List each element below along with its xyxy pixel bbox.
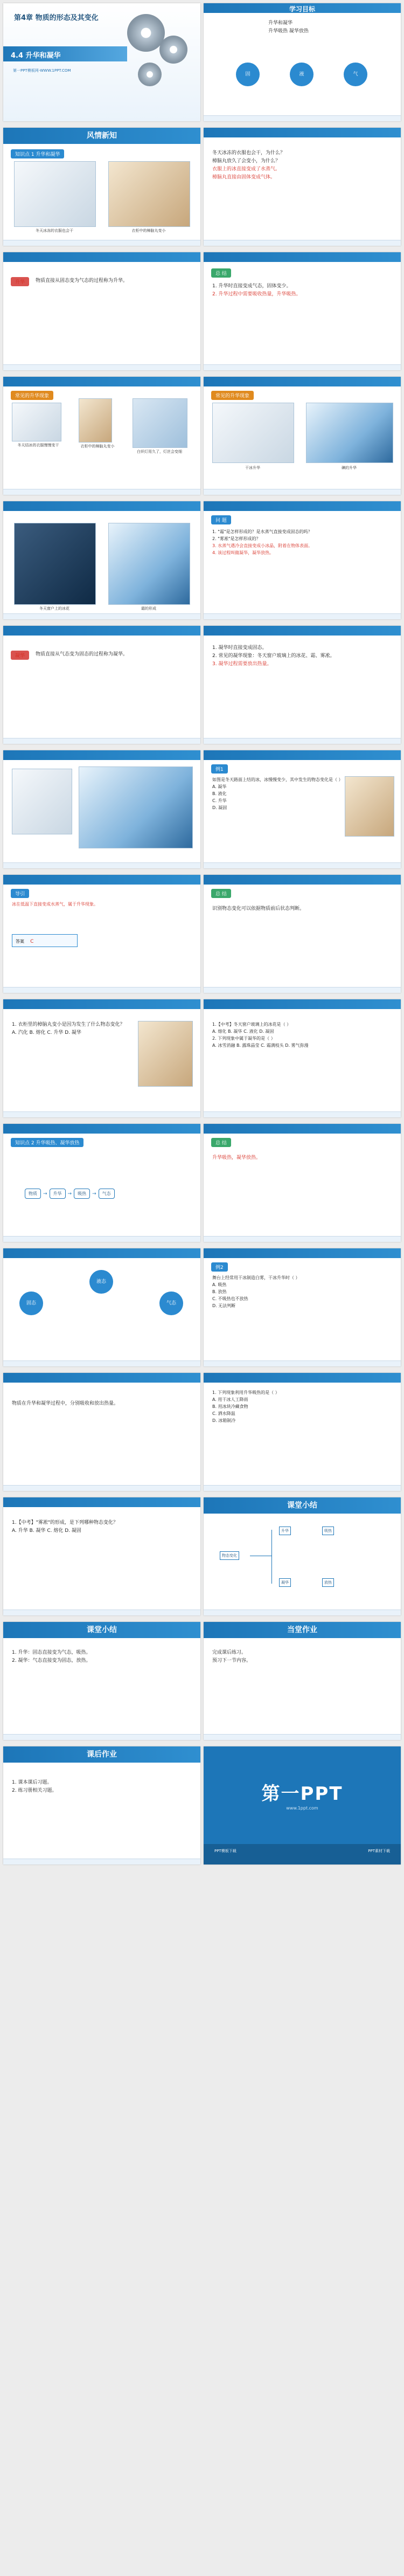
frozen-clothes-image	[14, 161, 96, 227]
image-caption: 衣柜中的樟脑丸变小	[80, 444, 115, 448]
rime-image	[79, 766, 193, 848]
slide-topbar	[3, 1497, 200, 1507]
question-line: 冬天冰冻的衣服也会干，为什么？	[212, 150, 285, 156]
slide-flow-2	[3, 1248, 200, 1366]
iodine-image	[306, 403, 393, 463]
knowledge-tag: 知识点 1 升华和凝华	[11, 149, 64, 158]
section-title: 课堂小结	[3, 1622, 200, 1638]
question-tag: 问 题	[211, 515, 231, 524]
slide-topbar	[204, 750, 401, 760]
cycle-node: 液	[290, 63, 314, 86]
summary-text: 升华吸热，凝华放热。	[212, 1155, 261, 1161]
example-tag: 例1	[211, 764, 228, 774]
cycle-node: 气	[344, 63, 367, 86]
image-caption: 冬天结冰的衣服慢慢变干	[17, 443, 59, 447]
answer-line: 衣服上的冰直接变成了水蒸气。	[212, 167, 281, 172]
example-option: C. 升华	[212, 798, 227, 803]
site-label: 第一PPT模板网-WWW.1PPT.COM	[13, 68, 71, 73]
gear-icon	[138, 63, 162, 86]
slide-bottombar	[3, 364, 200, 370]
exercise-line: 1.【中考】冬天窗户玻璃上的冰花是（ ）	[212, 1022, 291, 1027]
slide-exercise-4	[3, 1497, 200, 1615]
slide-definition-1	[3, 252, 200, 370]
slide-bottombar	[3, 1111, 200, 1117]
gear-icon	[159, 36, 187, 64]
image-caption: 霜的形成	[141, 606, 156, 611]
answer-box	[12, 934, 78, 947]
practice-line: 2. 凝华：气态直接变为固态，放热。	[12, 1658, 91, 1663]
exercise-line: 1. 衣柜里的樟脑丸变小是因为发生了什么物态变化？	[12, 1022, 125, 1027]
clothes-image	[12, 403, 61, 441]
slide-questions-2	[204, 501, 401, 619]
slide-exercise-3	[204, 1373, 401, 1491]
slide-frost-images	[3, 750, 200, 868]
bulb-image	[133, 398, 187, 448]
slide-bottombar	[204, 240, 401, 246]
slide-summary-1	[204, 252, 401, 370]
slide-summary-4	[204, 1124, 401, 1242]
slide-bottombar	[204, 115, 401, 121]
tree-center: 物态变化	[220, 1551, 239, 1560]
slide-topbar	[3, 750, 200, 760]
example-image	[345, 776, 394, 837]
arrow-right-icon: →	[92, 1191, 96, 1197]
answer-line: 樟脑丸直接由固体变成气体。	[212, 175, 276, 180]
question-line: 樟脑丸放久了会变小，为什么？	[212, 158, 281, 164]
summary-line: 1. 升华时直接变成气态，固体变少。	[212, 284, 291, 289]
slide-bottombar	[3, 1859, 200, 1864]
slide-bottombar	[204, 1485, 401, 1491]
slide-summary-5	[3, 1373, 200, 1491]
slide-lesson-summary	[204, 1497, 401, 1615]
exercise-body	[212, 1389, 392, 1424]
slide-topbar	[3, 999, 200, 1009]
image-caption: 冬天冰冻的衣服也会干	[36, 229, 73, 233]
question-line: 1. "霜"是怎样形成的？是水蒸气直接变成固态的吗？	[212, 529, 312, 534]
slide-topbar	[204, 875, 401, 885]
summary-tag: 总 结	[211, 889, 231, 898]
slide-questions-1	[204, 128, 401, 246]
slide-topbar	[3, 377, 200, 386]
slide-topbar	[204, 1124, 401, 1134]
frost-image	[108, 523, 190, 605]
end-body	[12, 1779, 192, 1795]
example-option: C. 不吸热也不放热	[212, 1296, 248, 1301]
exercise-line: A. 熔化 B. 凝华 C. 液化 D. 凝固	[212, 1029, 274, 1034]
slide-bottombar	[204, 738, 401, 744]
summary-line: 1. 凝华时直接变成固态。	[212, 645, 267, 651]
section-title: 当堂作业	[204, 1622, 401, 1638]
image-caption: 衣柜中的樟脑丸变小	[131, 229, 166, 233]
slide-bottombar	[3, 1236, 200, 1242]
exercise-line: A. 汽化 B. 熔化 C. 升华 D. 凝华	[12, 1030, 81, 1035]
slide-bottombar	[3, 1610, 200, 1615]
exercise-body	[12, 1021, 136, 1037]
window-frost-image	[14, 523, 96, 605]
slide-bottombar	[204, 862, 401, 868]
slide-bottombar	[204, 987, 401, 993]
slide-bottombar	[204, 1610, 401, 1615]
exercise-image	[138, 1021, 193, 1087]
example-option: B. 液化	[212, 791, 227, 796]
definition-text: 物质直接从气态变为固态的过程称为凝华。	[36, 652, 128, 657]
slide-topbar	[3, 501, 200, 511]
exercise-body	[12, 1519, 192, 1535]
slide-bottombar	[3, 1734, 200, 1740]
camphor-image	[79, 398, 112, 443]
objectives-title: 学习目标	[289, 5, 315, 13]
slide-bottombar	[204, 489, 401, 495]
slide-topbar	[204, 377, 401, 386]
slide-exercise-2	[204, 999, 401, 1117]
slide-homework	[204, 1622, 401, 1740]
image-caption: 干冰升华	[245, 466, 260, 470]
slide-ad	[204, 1746, 401, 1864]
flow-node: 吸热	[74, 1189, 90, 1199]
exercise-line: 2. 下列现象中属于凝华的是（ ）	[212, 1036, 275, 1041]
slide-topbar	[3, 1373, 200, 1383]
summary-body	[212, 644, 392, 668]
gear-icon	[127, 14, 165, 52]
exercise-line: A. 冰雪消融 B. 露珠晶莹 C. 霜满枝头 D. 雾气弥漫	[212, 1043, 309, 1048]
definition-tag: 凝华	[11, 651, 29, 660]
answer-label: 答案	[16, 939, 24, 944]
slide-bottombar	[204, 1236, 401, 1242]
solution-text: 冰在低温下直接变成水蒸气，属于升华现象。	[12, 902, 98, 907]
example-tag: 例2	[211, 1262, 228, 1272]
cycle-node: 固	[236, 63, 260, 86]
slide-bottombar	[204, 1360, 401, 1366]
objectives-list	[268, 19, 392, 36]
slide-summary-3	[204, 875, 401, 993]
exercise-line: 1. 下列现象利用升华吸热的是（ ）	[212, 1390, 280, 1395]
phenomena-tag: 常见的升华现象	[211, 391, 254, 400]
slide-phenomena-1	[3, 377, 200, 495]
slide-topbar	[204, 1373, 401, 1383]
answer-line: 4. 该过程叫做凝华，凝华放热。	[212, 550, 274, 555]
tree-connector	[271, 1530, 272, 1584]
example-option: D. 无法判断	[212, 1303, 236, 1308]
example-body	[212, 1274, 392, 1309]
slide-topbar	[204, 252, 401, 262]
slide-end	[3, 1746, 200, 1864]
slide-frost	[3, 501, 200, 619]
brand-logo: 第一PPT	[261, 1783, 343, 1805]
homework-line: 预习下一节内容。	[212, 1658, 252, 1663]
definition-text: 物质直接从固态变为气态的过程称为升华。	[36, 278, 128, 284]
state-node: 气态	[159, 1292, 183, 1315]
objective-item: 升华吸热 凝华放热	[268, 29, 309, 34]
answer-value: C	[30, 939, 34, 944]
summary-line: 2. 升华过程中需要吸收热量，升华吸热。	[212, 292, 301, 297]
summary-line: 2. 常见的凝华现象：冬天窗户玻璃上的冰花、霜、雾凇。	[212, 653, 335, 659]
questions-body	[212, 528, 392, 556]
practice-body	[12, 1649, 192, 1665]
image-caption: 碘的升华	[342, 466, 357, 470]
slide-bottombar	[3, 1485, 200, 1491]
slide-objectives	[204, 3, 401, 121]
slide-practice	[3, 1622, 200, 1740]
slide-solution-1	[3, 875, 200, 993]
section-title: 课后作业	[3, 1746, 200, 1763]
slide-phenomena-2	[204, 377, 401, 495]
slide-example-2	[204, 1248, 401, 1366]
flow-node: 物质	[25, 1189, 41, 1199]
example-question: 舞台上经常用干冰制造白雾，干冰升华时（ ）	[212, 1275, 300, 1280]
tree-branch: 吸热	[322, 1527, 334, 1535]
ad-link[interactable]: PPT素材下载	[368, 1849, 390, 1853]
guide-tag: 导引	[11, 889, 29, 898]
tree-branch: 升华	[279, 1527, 291, 1535]
summary-text: 物质在升华和凝华过程中，分别吸收和放出热量。	[12, 1401, 119, 1406]
slide-cover	[3, 3, 200, 121]
slide-bottombar	[204, 1734, 401, 1740]
slide-topbar	[204, 1248, 401, 1258]
summary-tag: 总 结	[211, 1138, 231, 1147]
homework-body	[212, 1649, 392, 1665]
exercise-line: C. 洒水降温	[212, 1411, 235, 1416]
example-option: D. 凝固	[212, 805, 227, 810]
arrow-right-icon: →	[67, 1191, 72, 1197]
slide-bottombar	[204, 613, 401, 619]
flow-diagram	[25, 1189, 115, 1199]
slide-topbar	[3, 1124, 200, 1134]
camphor-ball-image	[108, 161, 190, 227]
flow-node: 升华	[50, 1189, 66, 1199]
slide-topbar	[204, 128, 401, 137]
phenomena-tag: 常见的升华现象	[11, 391, 53, 400]
end-line: 2. 练习册相关习题。	[12, 1788, 57, 1793]
slide-bottombar	[204, 364, 401, 370]
slide-bottombar	[3, 240, 200, 246]
exercise-body	[212, 1021, 392, 1049]
frost-branch-image	[12, 769, 72, 834]
example-option: A. 吸热	[212, 1282, 227, 1287]
slide-topbar	[204, 999, 401, 1009]
example-body	[212, 776, 342, 811]
brand-url: www.1ppt.com	[286, 1806, 318, 1811]
questions-body	[212, 149, 392, 182]
ad-bar	[204, 1844, 401, 1864]
slide-topbar	[3, 875, 200, 885]
slide-topbar	[3, 1248, 200, 1258]
exercise-line: D. 冰箱制冷	[212, 1418, 236, 1423]
practice-line: 1. 升华：固态直接变为气态，吸热。	[12, 1650, 91, 1655]
slide-bottombar	[3, 738, 200, 744]
objective-item: 升华和凝华	[268, 20, 293, 26]
summary-tag: 总 结	[211, 268, 231, 278]
exercise-line: A. 升华 B. 凝华 C. 熔化 D. 凝固	[12, 1528, 81, 1534]
section-title: 课堂小结	[204, 1497, 401, 1514]
tree-branch: 放热	[322, 1578, 334, 1587]
flow-node: 气态	[99, 1189, 115, 1199]
slide-topbar	[204, 501, 401, 511]
slide-bottombar	[3, 987, 200, 993]
slide-topbar	[204, 626, 401, 636]
example-question: 如图是冬天路面上结的冰，冰慢慢变少，其中发生的物态变化是（ ）	[212, 777, 343, 782]
slide-topbar	[3, 252, 200, 262]
example-option: B. 放热	[212, 1289, 227, 1294]
end-line: 1. 课本课后习题。	[12, 1780, 52, 1785]
summary-text: 识别物态变化可以依据物质前后状态判断。	[212, 906, 305, 911]
slide-exercise-1	[3, 999, 200, 1117]
homework-line: 完成课后练习。	[212, 1650, 247, 1655]
state-node: 液态	[89, 1270, 113, 1294]
slide-example-1	[204, 750, 401, 868]
dry-ice-image	[212, 403, 294, 463]
slide-bottombar	[3, 1360, 200, 1366]
image-caption: 白炽灯用久了，灯丝会变细	[137, 450, 182, 454]
chapter-title: 第4章 物质的形态及其变化	[14, 14, 99, 22]
slide-bottombar	[3, 613, 200, 619]
slide-definition-2	[3, 626, 200, 744]
exercise-line: B. 用冰块冷藏食物	[212, 1404, 248, 1409]
answer-line: 3. 水蒸气遇冷会直接变成小冰晶，附着在物体表面。	[212, 543, 313, 548]
section-title: 风情新知	[3, 128, 200, 144]
definition-tag: 升华	[11, 277, 29, 286]
exercise-line: A. 用干冰人工降雨	[212, 1397, 248, 1402]
slide-bottombar	[3, 862, 200, 868]
slide-bottombar	[204, 1111, 401, 1117]
exercise-line: 1.【中考】"雾凇"的形成，是下列哪种物态变化？	[12, 1520, 118, 1525]
lesson-title: 4.4 升华和凝华	[11, 52, 61, 60]
arrow-right-icon: →	[43, 1191, 47, 1197]
example-option: A. 凝华	[212, 784, 227, 789]
knowledge-tag: 知识点 2 升华吸热、凝华放热	[11, 1138, 83, 1147]
slide-summary-2	[204, 626, 401, 744]
state-node: 固态	[19, 1292, 43, 1315]
summary-line: 3. 凝华过程需要放出热量。	[212, 661, 272, 667]
ad-link[interactable]: PPT模板下载	[214, 1849, 236, 1853]
tree-branch: 凝华	[279, 1578, 291, 1587]
slide-bottombar	[3, 489, 200, 495]
image-caption: 冬天窗户上的冰花	[39, 606, 69, 611]
slide-topbar	[3, 626, 200, 636]
summary-body	[212, 282, 392, 299]
slide-intro	[3, 128, 200, 246]
slide-knowledge-2	[3, 1124, 200, 1242]
question-line: 2. "雾凇"是怎样形成的？	[212, 536, 261, 541]
